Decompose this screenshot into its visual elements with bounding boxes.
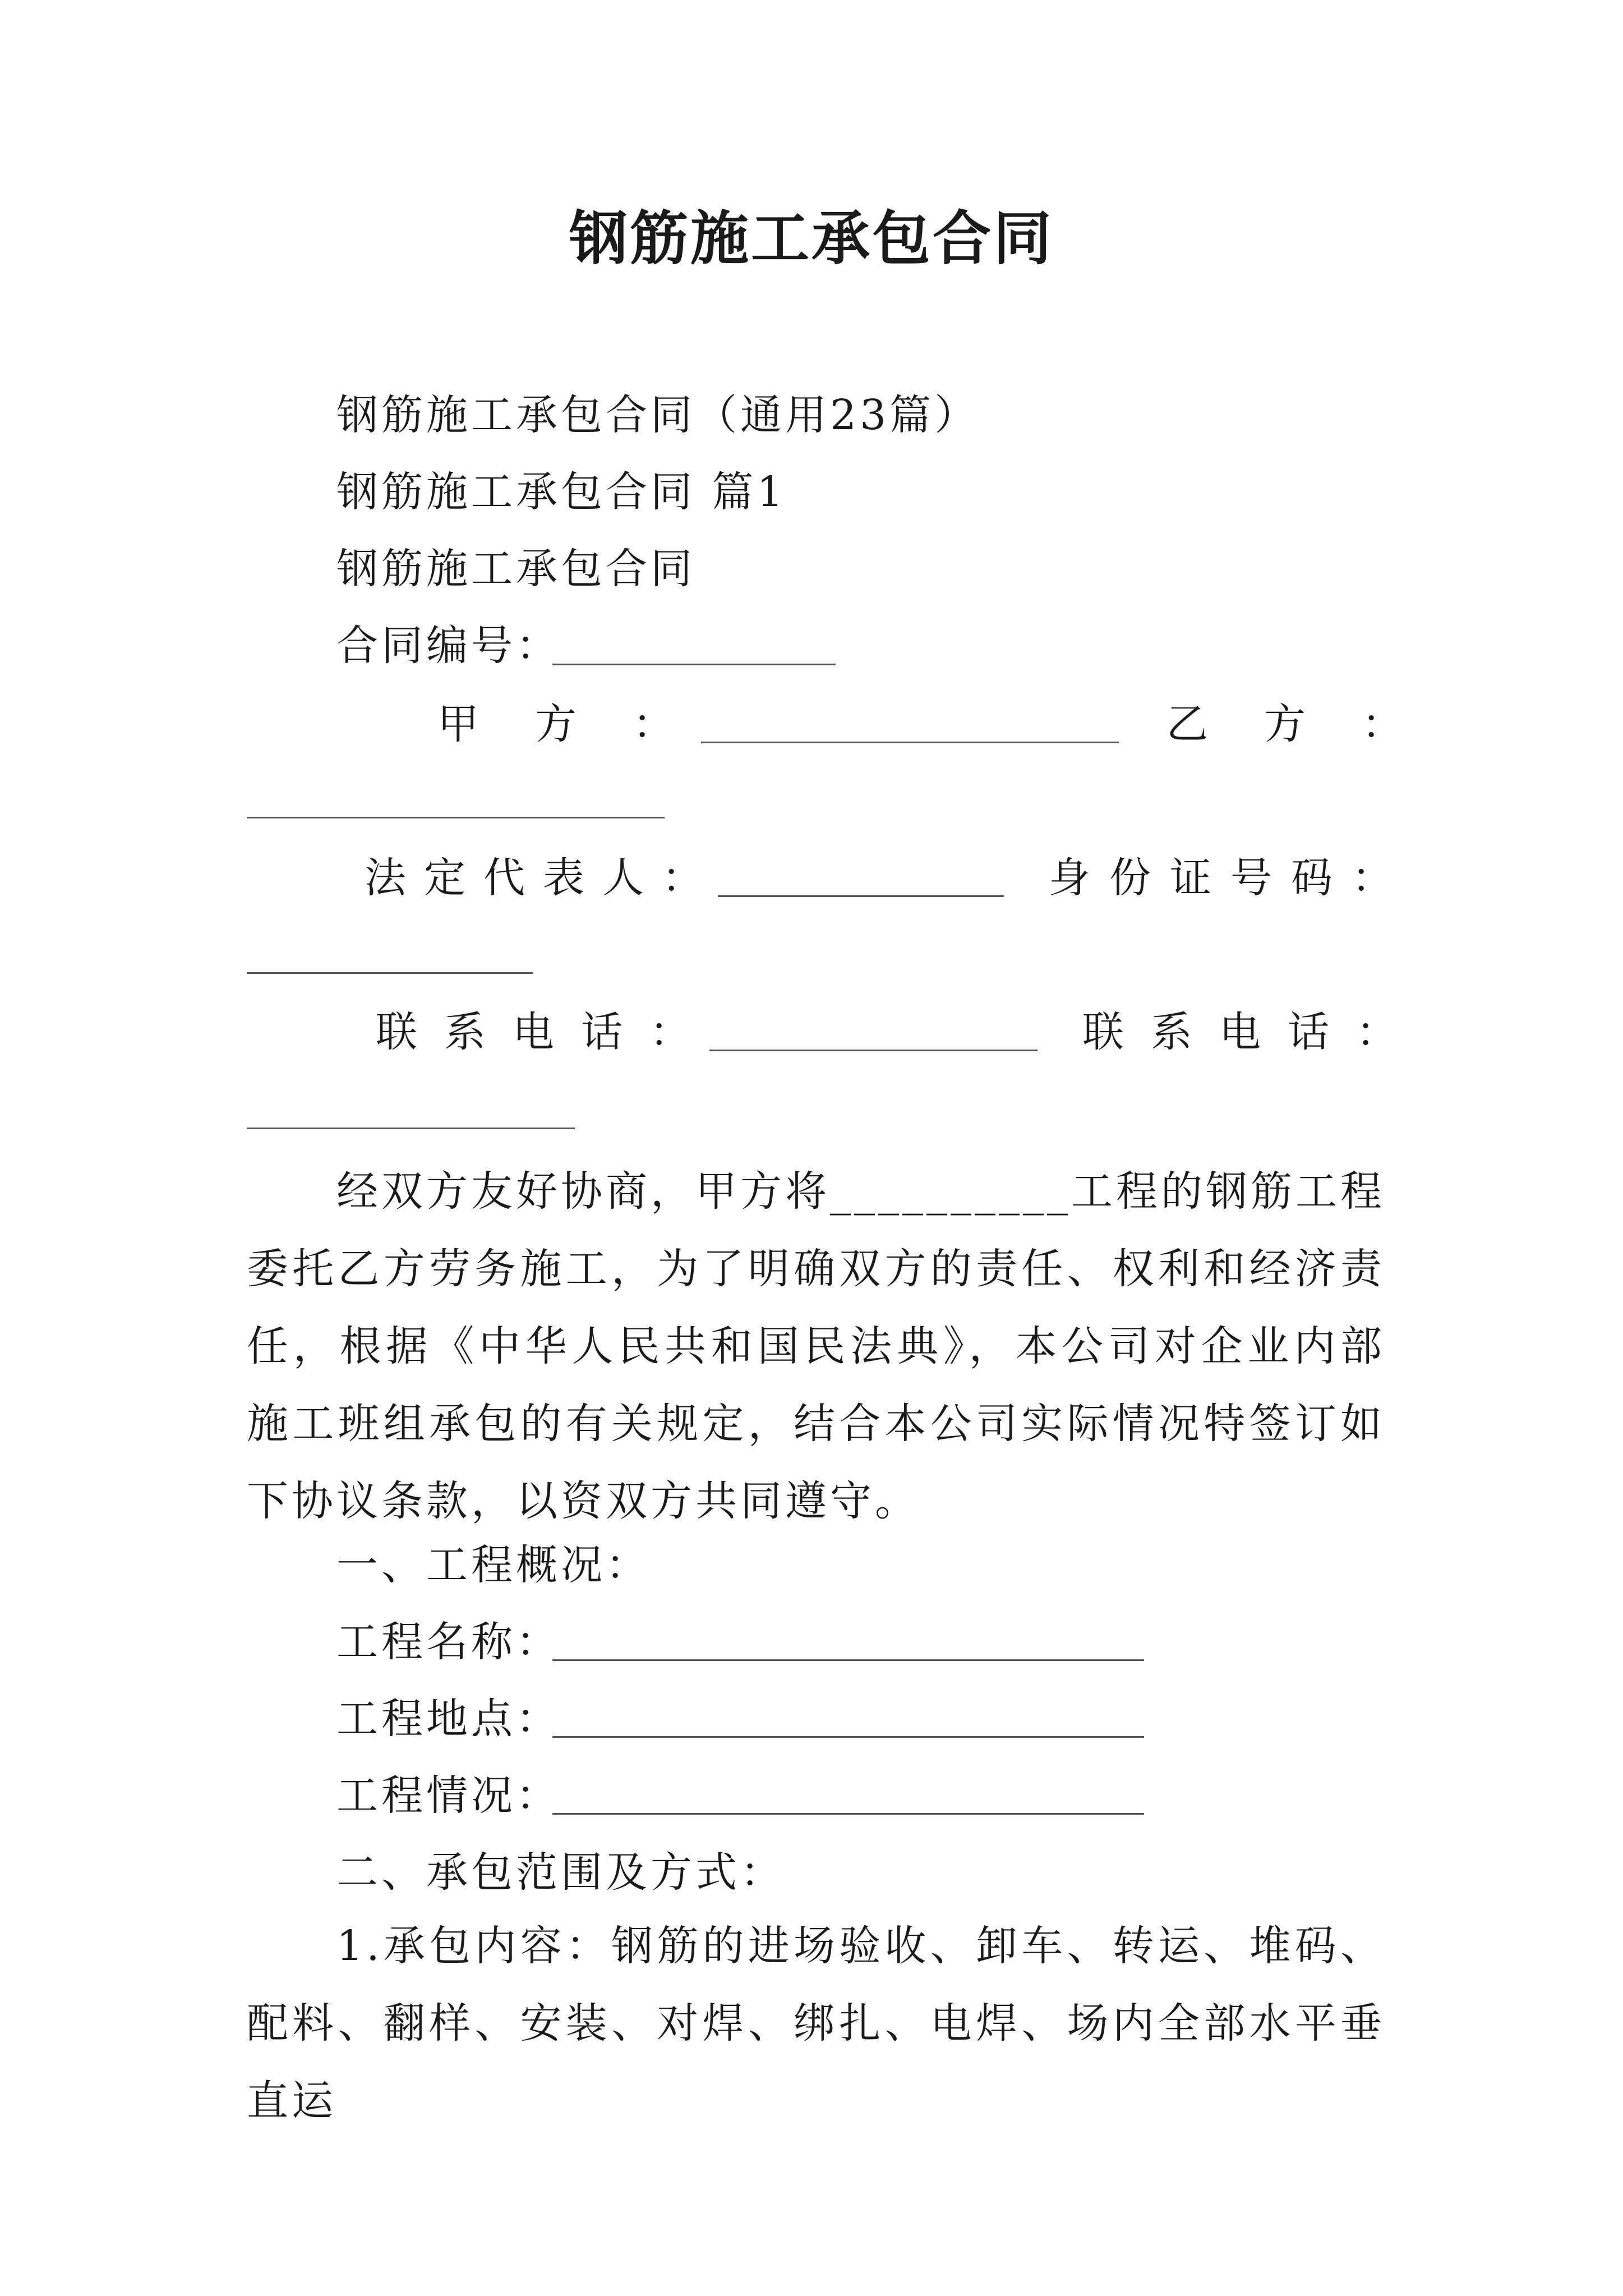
- subtitle-general: 钢筋施工承包合同（通用23篇）: [336, 391, 980, 439]
- phone-b-label: 联系电话：: [1082, 1008, 1424, 1056]
- legal-rep-label: 法定代表人：: [365, 854, 721, 902]
- document-title: 钢筋施工承包合同: [569, 204, 1054, 273]
- scope-paragraph: 1.承包内容：钢筋的进场验收、卸车、转运、堆码、配料、翻样、安装、对焊、绑扎、电焊、场内全部水平垂直运: [247, 1922, 1385, 2125]
- phone-b-blank: [247, 1128, 575, 1129]
- doc-name: 钢筋施工承包合同: [336, 545, 695, 593]
- legal-rep-blank: [718, 895, 1004, 897]
- party-b-label: 乙方：: [1166, 700, 1459, 748]
- party-a-blank: [701, 742, 1119, 743]
- project-name-label: 工程名称：: [336, 1618, 561, 1666]
- party-b-blank: [247, 817, 665, 818]
- subtitle-part: 钢筋施工承包合同 篇1: [336, 468, 787, 516]
- section1-heading: 一、工程概况：: [336, 1541, 651, 1589]
- id-number-label: 身份证号码：: [1049, 854, 1412, 902]
- phone-a-blank: [709, 1050, 1038, 1051]
- phone-a-label: 联系电话：: [376, 1008, 718, 1056]
- contract-number-label: 合同编号：: [336, 622, 561, 670]
- id-number-blank: [247, 972, 533, 974]
- intro-paragraph: 经双方友好协商，甲方将__________工程的钢筋工程委托乙方劳务施工，为了明确双方的责任、权利和经济责任，根据《中华人民共和国民法典》，本公司对企业内部施工班组承包的有关规定，结合本公司实际情况特签订如下协议条款，以资双方共同遵守。: [247, 1167, 1385, 1525]
- party-a-label: 甲方：: [437, 700, 730, 748]
- section2-heading: 二、承包范围及方式：: [336, 1848, 785, 1897]
- contract-number-blank: [552, 664, 836, 665]
- project-status-blank: [552, 1813, 1144, 1815]
- project-status-label: 工程情况：: [336, 1772, 561, 1820]
- project-name-blank: [552, 1659, 1144, 1661]
- project-location-blank: [552, 1736, 1144, 1738]
- project-location-label: 工程地点：: [336, 1695, 561, 1743]
